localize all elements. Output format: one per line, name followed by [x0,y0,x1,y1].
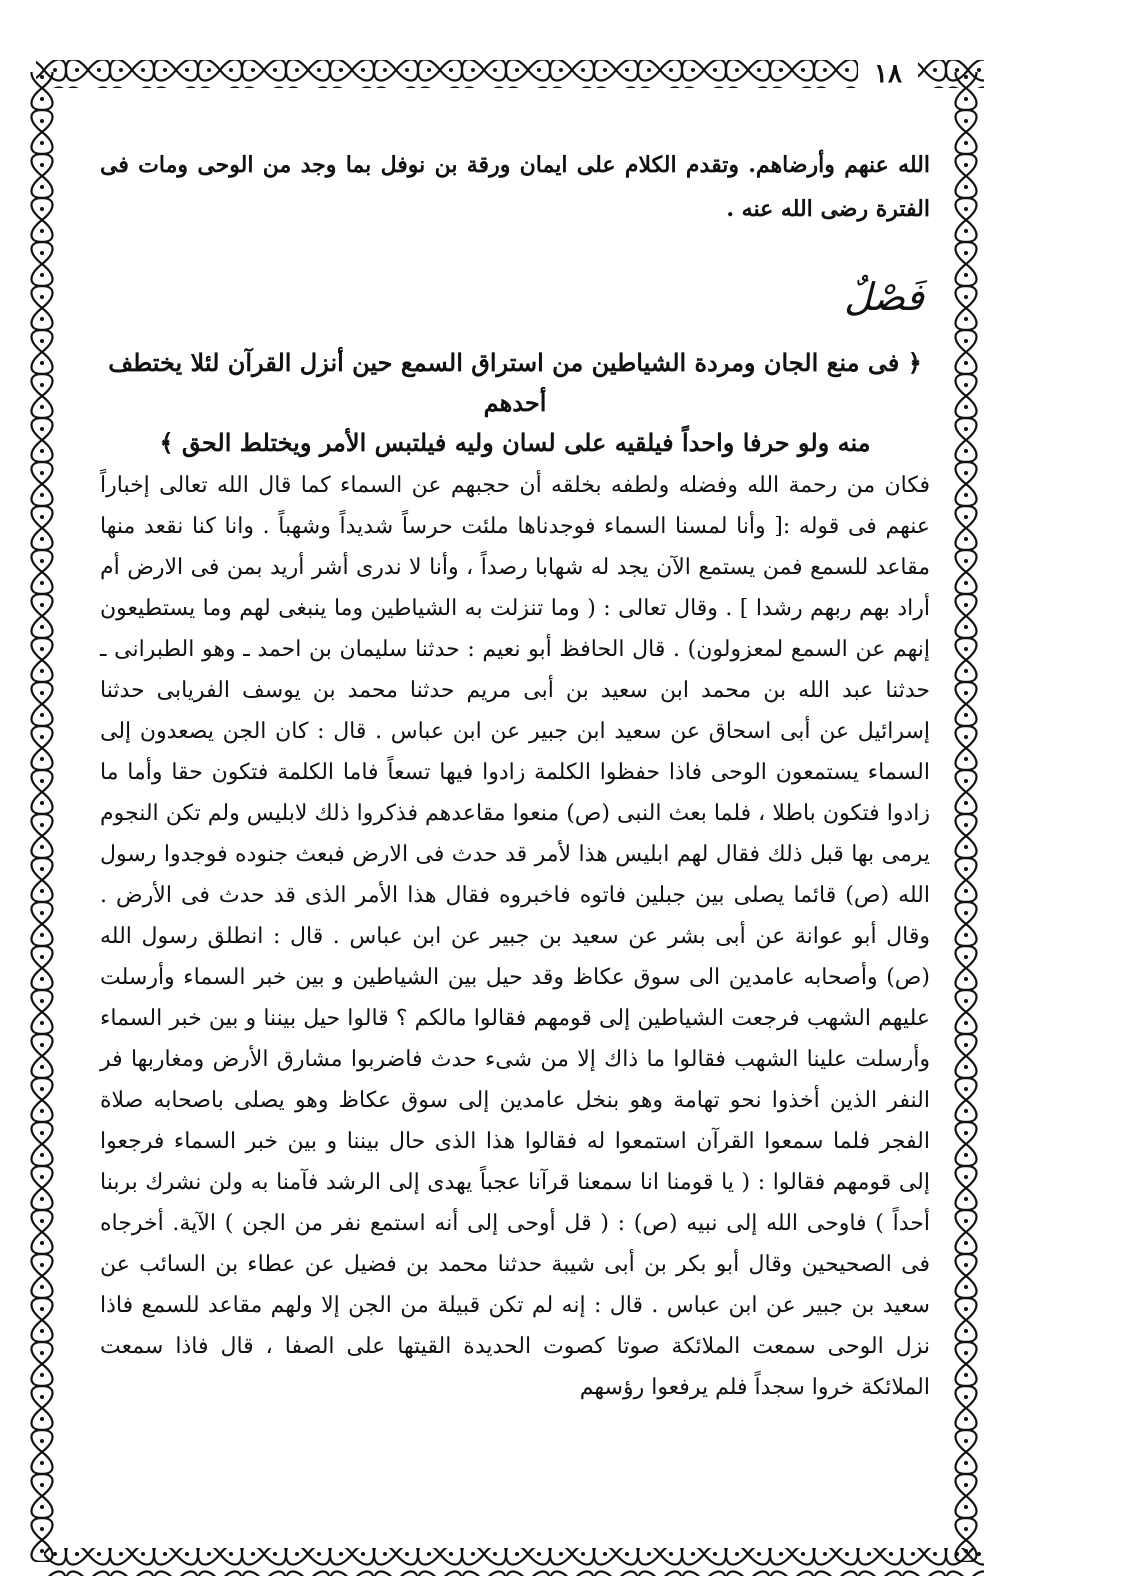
section-heading: فَصْلٌ [844,275,924,319]
chapter-title-line-1: ﴿ فى منع الجان ومردة الشياطين من استراق السمع حين أنزل القرآن لئلا يختطف أحدهم [108,348,922,417]
page-number: ١٨ [858,56,918,92]
body-paragraph: فكان من رحمة الله وفضله ولطفه بخلقه أن حجبهم عن السماء كما قال الله تعالى إخباراً عنهم فى قوله :[ وأنا لمسنا السماء فوجدناها ملئت حرساً شديداً وشهباً . وانا كنا نقعد منها مقاعد للسمع فمن يستمع الآن يجد له شهابا رصداً ، وأنا لا ندرى أشر أريد بمن فى الارض أم أراد بهم ربهم رشدا ] . وقال تعالى : ( وما تنزلت به الشياطين وما ينبغى لهم وما يستطيعون إنهم عن السمع لمعزولون) . قال الحافظ أبو نعيم : حدثنا سليمان بن احمد ـ وهو الطبرانى ـ حدثنا عبد الله بن محمد ابن سعيد بن أبى مريم حدثنا محمد بن يوسف الفريابى حدثنا إسرائيل عن أبى اسحاق عن سعيد ابن جبير عن ابن عباس . قال : كان الجن يصعدون إلى السماء يستمعون الوحى فاذا حفظوا الكلمة زادوا فيها تسعاً فاما الكلمة فتكون حقا وأما ما زادوا فتكون باطلا ، فلما بعث النبى (ص) منعوا مقاعدهم فذكروا ذلك لابليس ولم تكن النجوم يرمى بها قبل ذلك فقال لهم ابليس هذا لأمر قد حدث فى الارض فبعث جنوده فوجدوا رسول الله (ص) قائما يصلى بين جبلين فاتوه فاخبروه فقال هذا الأمر الذى قد حدث فى الأرض . وقال أبو عوانة عن أبى بشر عن سعيد بن جبير عن ابن عباس . قال : انطلق رسول الله (ص) وأصحابه عامدين الى سوق عكاظ وقد حيل بين الشياطين و بين خبر السماء وأرسلت عليهم الشهب فرجعت الشياطين إلى قومهم فقالوا مالكم ؟ قالوا حيل بيننا و بين خبر السماء وأرسلت علينا الشهب فقالوا ما ذاك إلا من شىء حدث فاضربوا مشارق الأرض ومغاربها فر النفر الذين أخذوا نحو تهامة وهو بنخل عامدين إلى سوق عكاظ وهو يصلى باصحابه صلاة الفجر فلما سمعوا القرآن استمعوا له فقالوا هذا الذى حال بيننا و بين خبر السماء فرجعوا إلى قومهم فقالوا : ( يا قومنا انا سمعنا قرآنا عجباً يهدى إلى الرشد فآمنا به ولن نشرك بربنا أحداً ) فاوحى الله إلى نبيه (ص) : ( قل أوحى إلى أنه استمع نفر من الجن ) الآية. أخرجاه فى الصحيحين وقال أبو بكر بن أبى شيبة حدثنا محمد بن فضيل عن عطاء بن السائب عن سعيد بن جبير عن ابن عباس . قال : إنه لم تكن قبيلة من الجن إلا ولهم مقاعد للسمع فاذا نزل الوحى سمعت الملائكة صوتا كصوت الحديدة القيتها على الصفا ، قال فاذا سمعت الملائكة خروا سجداً فلم يرفعوا رؤسهم [100,473,930,1400]
intro-paragraph: الله عنهم وأرضاهم. وتقدم الكلام على ايمان ورقة بن نوفل بما وجد من الوحى ومات فى الفترة رضى الله عنه . [100,152,930,222]
page-content [100,135,930,1515]
chapter-title-line-2: منه ولو حرفا واحداً فيلقيه على لسان وليه فيلتبس الأمر ويختلط الحق ﴾ [159,428,871,457]
chapter-title [100,343,930,463]
